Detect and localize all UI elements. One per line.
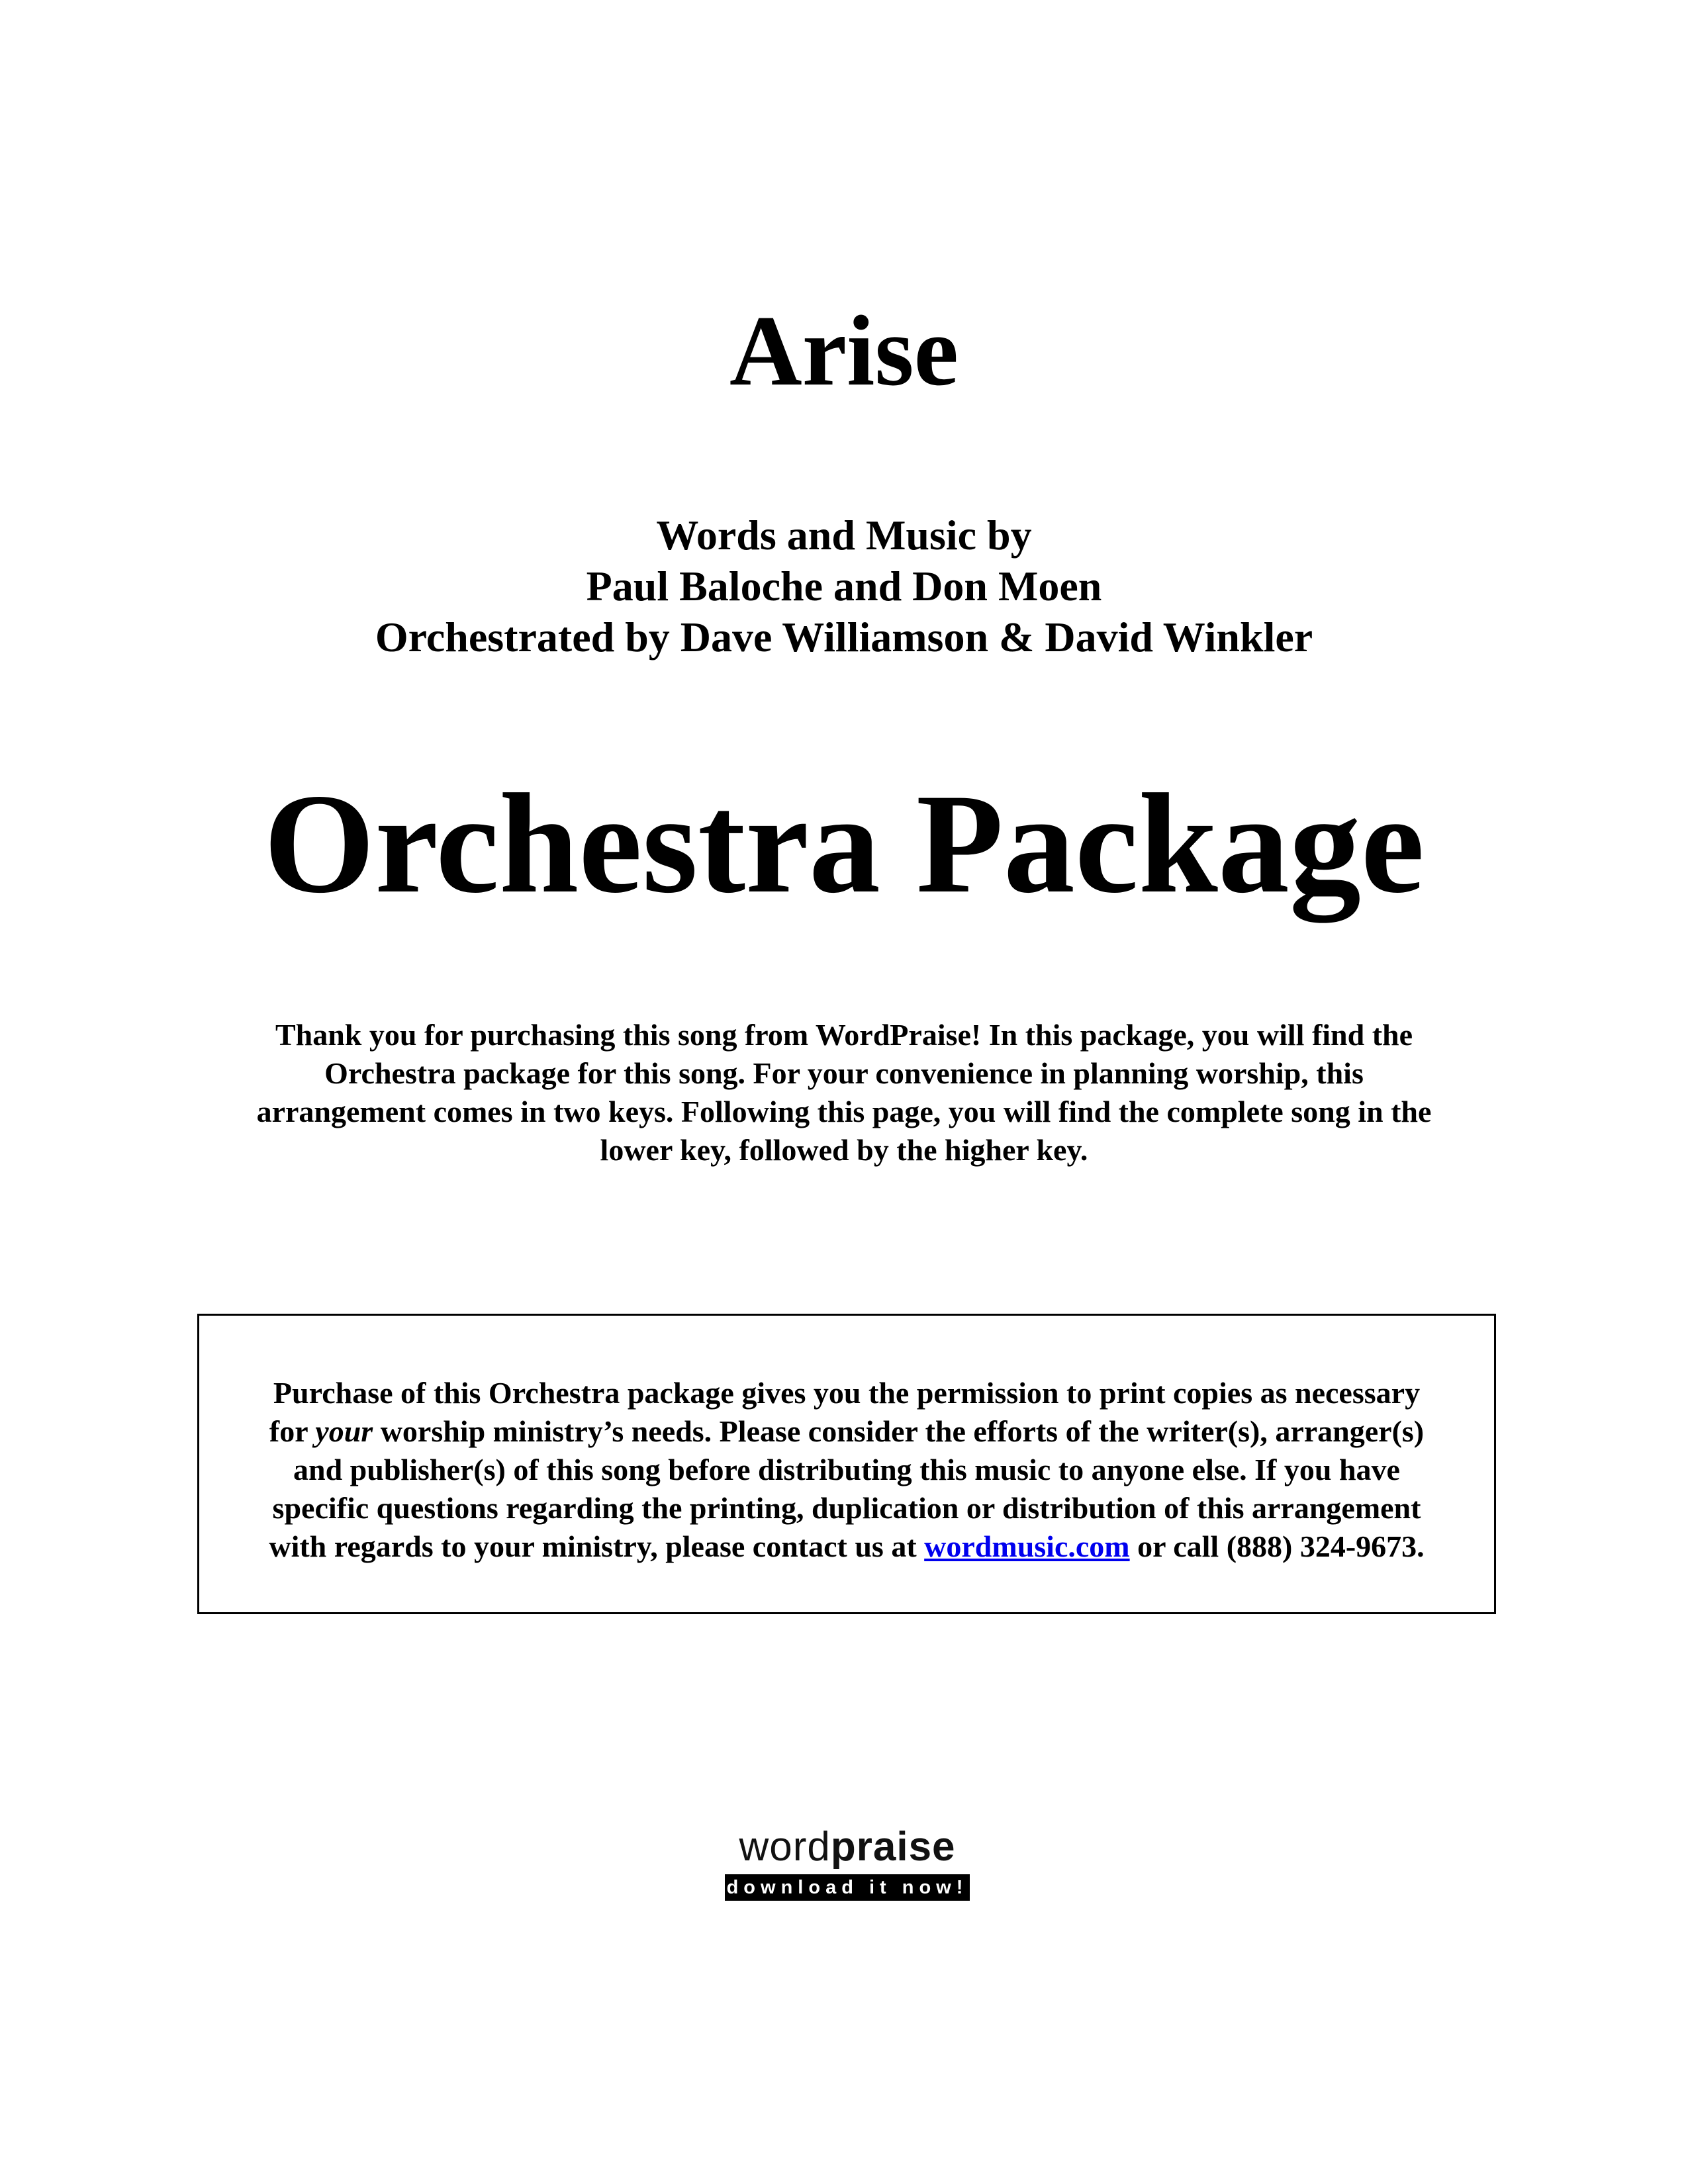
credits-words-music-label: Words and Music by bbox=[656, 512, 1032, 559]
notice-line: and publisher(s) of this song before distributing this music to anyone else. If you have bbox=[293, 1453, 1400, 1486]
package-title: Orchestra Package bbox=[263, 764, 1425, 923]
notice-text: for bbox=[269, 1414, 316, 1448]
logo-tagline: download it now! bbox=[725, 1874, 970, 1901]
notice-emphasis: your bbox=[315, 1414, 373, 1448]
credits-block bbox=[0, 510, 1688, 662]
notice-text: or call (888) 324-9673. bbox=[1129, 1529, 1425, 1563]
notice-line: specific questions regarding the printing, duplication or distribution of this arrangement bbox=[272, 1491, 1421, 1525]
intro-line: Orchestra package for this song. For your convenience in planning worship, this bbox=[324, 1056, 1364, 1090]
notice-text: worship ministry’s needs. Please consider the efforts of the writer(s), arranger(s) bbox=[373, 1414, 1425, 1448]
intro-line: lower key, followed by the higher key. bbox=[600, 1133, 1088, 1167]
logo-wordmark bbox=[725, 1823, 970, 1871]
permission-notice-text bbox=[199, 1374, 1494, 1566]
notice-line bbox=[199, 1412, 1494, 1451]
credits-composers: Paul Baloche and Don Moen bbox=[586, 563, 1102, 610]
song-title: Arise bbox=[729, 295, 959, 406]
wordmusic-link[interactable]: wordmusic.com bbox=[924, 1529, 1130, 1563]
credits-orchestrators: Orchestrated by Dave Williamson & David Winkler bbox=[375, 614, 1313, 660]
intro-line: arrangement comes in two keys. Following this page, you will find the complete song in the bbox=[256, 1095, 1432, 1128]
notice-text: with regards to your ministry, please contact us at bbox=[269, 1529, 925, 1563]
intro-paragraph bbox=[0, 1016, 1688, 1169]
permission-notice-box bbox=[197, 1314, 1496, 1614]
intro-line: Thank you for purchasing this song from WordPraise! In this package, you will find the bbox=[275, 1018, 1413, 1052]
logo-word-light: word bbox=[739, 1824, 831, 1870]
logo-word-heavy: praise bbox=[830, 1824, 956, 1870]
notice-line: Purchase of this Orchestra package gives you the permission to print copies as necessary bbox=[273, 1376, 1421, 1410]
notice-line bbox=[199, 1527, 1494, 1566]
wordpraise-logo bbox=[725, 1823, 970, 1906]
